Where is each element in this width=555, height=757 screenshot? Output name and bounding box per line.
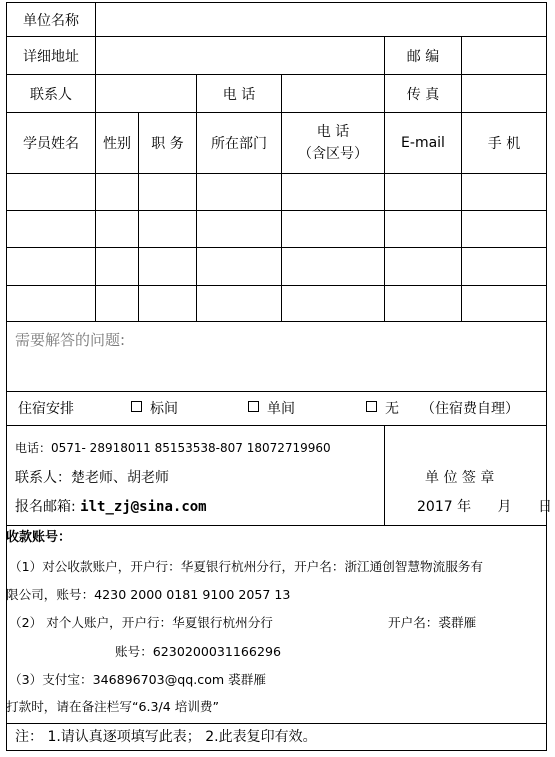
unit-name-field[interactable] [95, 2, 547, 37]
student-row-cell[interactable] [384, 173, 462, 211]
student-row-cell[interactable] [95, 173, 139, 211]
payment-title: 收款账号： [6, 530, 72, 545]
questions-cell[interactable] [6, 321, 547, 392]
payment-line2c: 账号：6230200031166296 [115, 644, 281, 659]
payment-line4: 打款时，请在备注栏写“6.3/4 培训费” [6, 699, 220, 714]
questions-label: 需要解答的问题: [15, 331, 126, 349]
student-row-cell[interactable] [6, 285, 96, 322]
accommodation-note: （住宿费自理） [421, 401, 519, 417]
student-row-cell[interactable] [6, 173, 96, 211]
contact-phone: 电话：0571- 28918011 85153538-807 18072719960 [15, 441, 331, 455]
student-row-cell[interactable] [138, 173, 197, 211]
student-row-cell[interactable] [384, 247, 462, 286]
accommodation-option-standard[interactable]: 标间 [131, 401, 178, 417]
contact-field[interactable] [95, 74, 197, 113]
student-row-cell[interactable] [384, 285, 462, 322]
postcode-field[interactable] [461, 36, 547, 75]
phone-field[interactable] [281, 74, 385, 113]
student-row-cell[interactable] [6, 247, 96, 286]
address-label: 详细地址 [6, 36, 96, 75]
footer-note-cell [6, 723, 547, 751]
contact-persons: 联系人：楚老师、胡老师 [15, 470, 169, 486]
student-row-cell[interactable] [281, 285, 385, 322]
accommodation-option-single[interactable]: 单间 [248, 401, 295, 417]
student-row-cell[interactable] [461, 210, 547, 248]
footer-note: 注： 1.请认真逐项填写此表； 2.此表复印有效。 [15, 729, 317, 745]
checkbox-icon[interactable] [366, 401, 377, 412]
col-email: E-mail [384, 112, 462, 174]
contact-email: ilt_zj@sina.com [80, 499, 207, 515]
student-row-cell[interactable] [95, 247, 139, 286]
student-row-cell[interactable] [95, 285, 139, 322]
col-student-name: 学员姓名 [6, 112, 96, 174]
stamp-label: 单 位 签 章 [425, 470, 495, 486]
student-row-cell[interactable] [281, 247, 385, 286]
contact-label: 联系人 [6, 74, 96, 113]
accommodation-option-none[interactable]: 无 [366, 401, 399, 417]
registration-form [6, 3, 552, 751]
student-row-cell[interactable] [461, 247, 547, 286]
student-row-cell[interactable] [138, 247, 197, 286]
contact-info-cell [6, 425, 385, 526]
student-row-cell[interactable] [138, 210, 197, 248]
student-row-cell[interactable] [95, 210, 139, 248]
payment-line2a: （2） 对个人账户，开户行：华夏银行杭州分行 [9, 615, 273, 630]
stamp-date: 2017 年 月 日 [417, 499, 552, 515]
contact-email-line: 报名邮箱: ilt_zj@sina.com [15, 499, 207, 515]
student-row-cell[interactable] [196, 247, 282, 286]
address-field[interactable] [95, 36, 385, 75]
stamp-cell [384, 425, 552, 526]
col-gender: 性别 [95, 112, 139, 174]
phone-label: 电 话 [196, 74, 282, 113]
student-row-cell[interactable] [6, 210, 96, 248]
accommodation-row [6, 391, 547, 426]
payment-line3: （3）支付宝：346896703@qq.com 裘群雁 [9, 672, 266, 687]
col-department: 所在部门 [196, 112, 282, 174]
postcode-label: 邮 编 [384, 36, 462, 75]
payment-line1a: （1）对公收款账户，开户行：华夏银行杭州分行，开户名：浙江通创智慧物流服务有 [9, 559, 483, 574]
checkbox-icon[interactable] [131, 401, 142, 412]
fax-field[interactable] [461, 74, 547, 113]
fax-label: 传 真 [384, 74, 462, 113]
col-mobile: 手 机 [461, 112, 547, 174]
student-row-cell[interactable] [461, 285, 547, 322]
student-row-cell[interactable] [196, 285, 282, 322]
accommodation-label: 住宿安排 [18, 401, 74, 417]
student-row-cell[interactable] [281, 173, 385, 211]
student-row-cell[interactable] [281, 210, 385, 248]
payment-cell [6, 525, 547, 724]
student-row-cell[interactable] [196, 210, 282, 248]
student-row-cell[interactable] [461, 173, 547, 211]
student-row-cell[interactable] [384, 210, 462, 248]
payment-line1b: 限公司，账号：4230 2000 0181 9100 2057 13 [6, 587, 291, 602]
student-row-cell[interactable] [196, 173, 282, 211]
student-row-cell[interactable] [138, 285, 197, 322]
checkbox-icon[interactable] [248, 401, 259, 412]
col-position: 职 务 [138, 112, 197, 174]
payment-line2b: 开户名：裘群雁 [388, 615, 477, 630]
unit-name-label: 单位名称 [6, 2, 96, 37]
col-phone: 电 话 （含区号） [281, 112, 385, 174]
